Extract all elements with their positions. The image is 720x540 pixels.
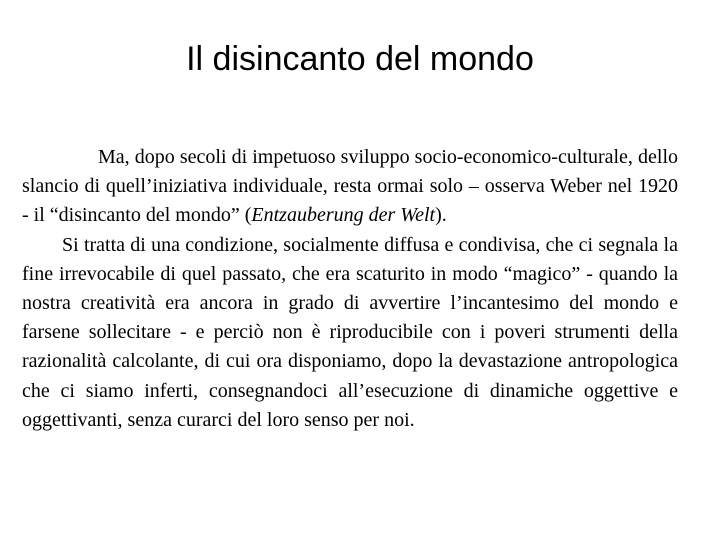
paragraph-condition: Si tratta di una condizione, socialmente diffusa e condivisa, che ci segnala la fine irrevocabile di quel passato, che era scaturito in modo “magico” - quando la nostra creatività era ancora in grado di avvertire l’incantesimo del mondo e farsene sollecitare - e perciò non è riproducibile con i poveri strumenti della razionalità calcolante, di cui ora disponiamo, dopo la devastazione antropologica che ci siamo inferti, consegnandoci all’esecuzione di dinamiche oggettive e oggettivanti, senza curarci del loro senso per noi. <box>22 233 678 431</box>
paragraph-weber-text: Ma, dopo secoli di impetuoso sviluppo socio-economico-culturale, dello slancio di quell’iniziativa individuale, resta ormai solo – osserva Weber nel 1920 - il “disincanto del mondo” ( <box>22 146 678 227</box>
paragraph-weber-end: ). <box>435 204 447 227</box>
paragraph-weber <box>22 143 678 231</box>
slide-body <box>22 143 678 435</box>
slide-title: Il disincanto del mondo <box>186 40 534 78</box>
german-term: Entzauberung der Welt <box>251 204 436 227</box>
